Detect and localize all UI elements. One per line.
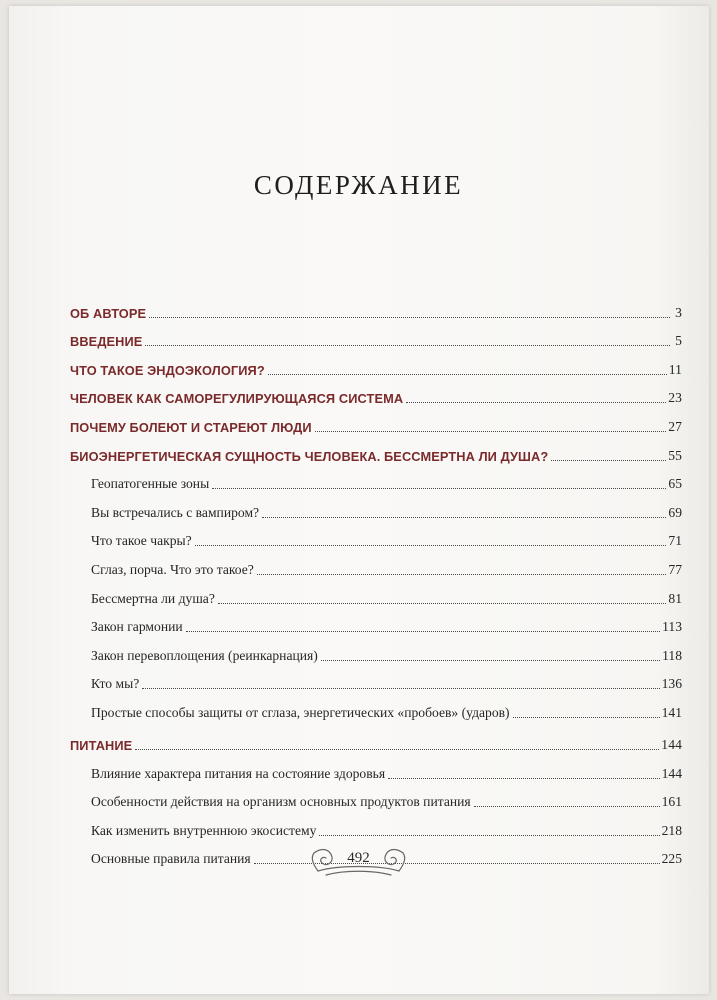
toc-section-entry: [70, 692, 682, 721]
toc-section-entry: [70, 578, 682, 607]
toc-section-entry: [70, 664, 682, 693]
toc-entry-page: 69: [668, 504, 682, 520]
toc-entry-label: Основные правила питания: [91, 851, 251, 867]
toc-entry-label: Вы встречались с вампиром?: [91, 504, 260, 520]
toc-entry-page: 218: [661, 822, 682, 838]
toc-section-entry: [70, 549, 682, 578]
toc-section-entry: [70, 464, 682, 493]
toc-entry-label: ПОЧЕМУ БОЛЕЮТ И СТАРЕЮТ ЛЮДИ: [70, 419, 312, 435]
toc-entry-page: 136: [661, 676, 682, 692]
toc-section-entry: [70, 521, 682, 550]
toc-entry-label: БИОЭНЕРГЕТИЧЕСКАЯ СУЩНОСТЬ ЧЕЛОВЕКА. БЕССМЕРТНА ЛИ ДУША?: [70, 448, 549, 464]
page-folio: [0, 845, 717, 879]
dot-leader: [268, 373, 667, 375]
toc-entry-page: 161: [661, 794, 682, 810]
toc-chapter-entry: [70, 321, 682, 350]
toc-chapter-entry: [70, 349, 682, 378]
toc-entry-page: 144: [661, 765, 682, 781]
dot-leader: [135, 748, 659, 750]
toc-entry-page: 113: [662, 619, 682, 635]
dot-leader: [186, 630, 660, 632]
toc-entry-label: Как изменить внутреннюю экосистему: [91, 822, 317, 838]
dot-leader: [321, 659, 660, 661]
dot-leader: [212, 487, 666, 489]
toc-entry-label: Геопатогенные зоны: [91, 476, 210, 492]
toc-entry-page: 118: [662, 647, 682, 663]
toc-entry-page: 81: [668, 590, 682, 606]
toc-chapter-entry: [70, 721, 682, 753]
dot-leader: [195, 544, 667, 546]
dot-leader: [319, 834, 659, 836]
toc-entry-label: ЧЕЛОВЕК КАК САМОРЕГУЛИРУЮЩАЯСЯ СИСТЕМА: [70, 391, 404, 407]
toc-section-entry: [70, 753, 682, 782]
toc-entry-label: Особенности действия на организм основных продуктов питания: [91, 794, 471, 810]
toc-section-entry: [70, 782, 682, 811]
toc-entry-page: 55: [668, 447, 682, 463]
toc-section-entry: [70, 635, 682, 664]
toc-entry-label: ЧТО ТАКОЕ ЭНДОЭКОЛОГИЯ?: [70, 362, 265, 378]
toc-chapter-entry: [70, 435, 682, 464]
toc-entry-label: ПИТАНИЕ: [70, 737, 133, 753]
toc-entry-page: 5: [675, 333, 682, 349]
toc-entry-page: 3: [675, 304, 682, 320]
toc-entry-label: ВВЕДЕНИЕ: [70, 334, 143, 350]
toc-entry-page: 27: [668, 418, 682, 434]
toc-entry-label: Закон перевоплощения (реинкарнация): [91, 647, 318, 663]
toc-section-entry: [70, 607, 682, 636]
toc-entry-page: 71: [668, 533, 682, 549]
dot-leader: [262, 516, 666, 518]
dot-leader: [218, 602, 667, 604]
toc-entry-label: Кто мы?: [91, 676, 140, 692]
toc-section-entry: [70, 492, 682, 521]
page-number: 492: [347, 850, 370, 866]
toc-entry-page: 77: [668, 561, 682, 577]
dot-leader: [149, 316, 670, 318]
toc-entry-label: Влияние характера питания на состояние здоровья: [91, 765, 386, 781]
dot-leader: [145, 344, 670, 346]
toc-chapter-entry: [70, 406, 682, 435]
toc-entry-label: Простые способы защиты от сглаза, энергетических «пробоев» (ударов): [91, 704, 510, 720]
toc-chapter-entry: [70, 378, 682, 407]
toc-entry-page: 144: [661, 736, 682, 752]
toc-entry-page: 225: [661, 851, 682, 867]
toc-entry-page: 65: [668, 476, 682, 492]
dot-leader: [513, 716, 660, 718]
dot-leader: [474, 805, 660, 807]
table-of-contents: [70, 292, 682, 867]
toc-section-entry: [70, 810, 682, 839]
page-title: СОДЕРЖАНИЕ: [253, 170, 464, 200]
toc-entry-label: ОБ АВТОРЕ: [70, 305, 147, 321]
dot-leader: [142, 687, 659, 689]
toc-entry-page: 11: [668, 361, 682, 377]
dot-leader: [388, 777, 660, 779]
toc-entry-page: 141: [661, 704, 682, 720]
toc-entry-label: Закон гармонии: [91, 619, 183, 635]
dot-leader: [406, 401, 666, 403]
dot-leader: [257, 573, 667, 575]
toc-chapter-entry: [70, 292, 682, 321]
toc-entry-label: Что такое чакры?: [91, 533, 192, 549]
toc-entry-label: Бессмертна ли душа?: [91, 590, 215, 606]
toc-entry-label: Сглаз, порча. Что это такое?: [91, 561, 254, 577]
dot-leader: [315, 430, 667, 432]
dot-leader: [551, 459, 666, 461]
toc-entry-page: 23: [668, 390, 682, 406]
